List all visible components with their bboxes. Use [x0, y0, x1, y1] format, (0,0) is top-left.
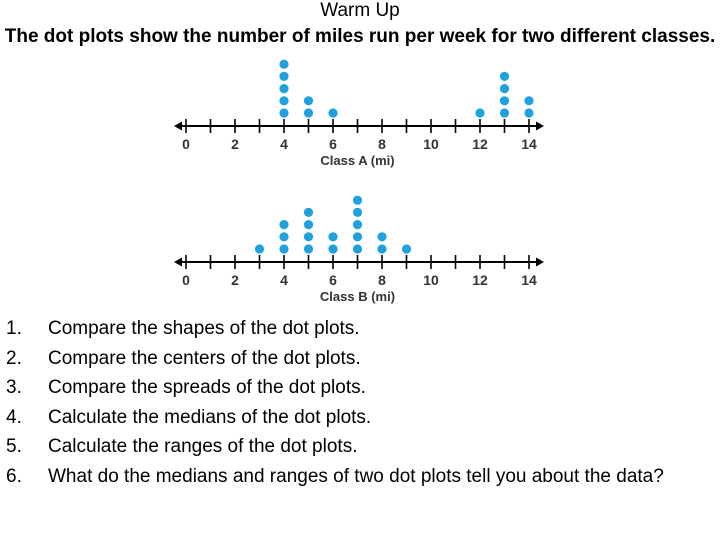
axis-arrow-right: [536, 258, 544, 267]
data-dot: [377, 232, 386, 241]
data-dot: [524, 108, 533, 117]
data-dot: [353, 232, 362, 241]
question-text: Compare the spreads of the dot plots.: [48, 377, 366, 398]
question-item: [6, 314, 716, 344]
question-item: [6, 373, 716, 403]
question-item: [6, 462, 716, 492]
data-dot: [279, 232, 288, 241]
data-dot: [279, 84, 288, 93]
tick-label: 6: [329, 272, 337, 288]
tick-label: 10: [423, 136, 439, 152]
question-number: 1.: [6, 318, 22, 339]
tick-label: 2: [231, 136, 239, 152]
question-item: [6, 403, 716, 433]
question-number: 3.: [6, 377, 22, 398]
slide-subtitle: The dot plots show the number of miles run per week for two different classes.: [4, 26, 716, 47]
dot-plot-class-a: [174, 60, 544, 168]
data-dot: [353, 220, 362, 229]
data-dot: [279, 108, 288, 117]
question-text: Compare the shapes of the dot plots.: [48, 318, 360, 339]
data-dot: [304, 244, 313, 253]
tick-label: 6: [329, 136, 337, 152]
data-dot: [328, 108, 337, 117]
axis-label: Class B (mi): [319, 289, 396, 304]
question-item: [6, 344, 716, 374]
data-dot: [279, 96, 288, 105]
data-dot: [500, 108, 509, 117]
question-text: What do the medians and ranges of two dot plots tell you about the data?: [48, 465, 664, 487]
data-dot: [377, 244, 386, 253]
data-dot: [304, 232, 313, 241]
data-dot: [255, 244, 264, 253]
data-dot: [328, 244, 337, 253]
data-dot: [524, 96, 533, 105]
data-dot: [304, 220, 313, 229]
tick-label: 0: [182, 272, 190, 288]
data-dot: [500, 96, 509, 105]
tick-label: 4: [280, 136, 288, 152]
data-dot: [500, 72, 509, 81]
tick-label: 0: [182, 136, 190, 152]
data-dot: [328, 232, 337, 241]
axis-arrow-left: [174, 122, 182, 131]
axis-arrow-left: [174, 258, 182, 267]
question-text: Compare the centers of the dot plots.: [48, 347, 361, 369]
tick-label: 4: [280, 272, 288, 288]
data-dot: [279, 72, 288, 81]
dot-plot-class-b: [174, 196, 544, 304]
data-dot: [279, 220, 288, 229]
question-number: 6.: [6, 465, 22, 487]
tick-label: 8: [378, 272, 386, 288]
tick-label: 12: [472, 136, 488, 152]
tick-label: 14: [521, 272, 537, 288]
data-dot: [304, 96, 313, 105]
question-number: 2.: [6, 347, 22, 369]
axis-arrow-right: [536, 122, 544, 131]
data-dot: [279, 60, 288, 69]
data-dot: [353, 196, 362, 205]
question-number: 5.: [6, 436, 22, 457]
question-text: Calculate the medians of the dot plots.: [48, 406, 372, 428]
data-dot: [304, 108, 313, 117]
tick-label: 12: [472, 272, 488, 288]
data-dot: [500, 84, 509, 93]
question-list: [6, 314, 716, 491]
axis-label: Class A (mi): [320, 153, 395, 168]
data-dot: [475, 108, 484, 117]
question-number: 4.: [6, 406, 22, 428]
tick-label: 8: [378, 136, 386, 152]
question-item: [6, 432, 716, 462]
tick-label: 2: [231, 272, 239, 288]
data-dot: [279, 244, 288, 253]
question-text: Calculate the ranges of the dot plots.: [48, 436, 358, 457]
slide-title: Warm Up: [320, 0, 400, 21]
data-dot: [353, 208, 362, 217]
data-dot: [353, 244, 362, 253]
data-dot: [304, 208, 313, 217]
data-dot: [402, 244, 411, 253]
tick-label: 10: [423, 272, 439, 288]
tick-label: 14: [521, 136, 537, 152]
